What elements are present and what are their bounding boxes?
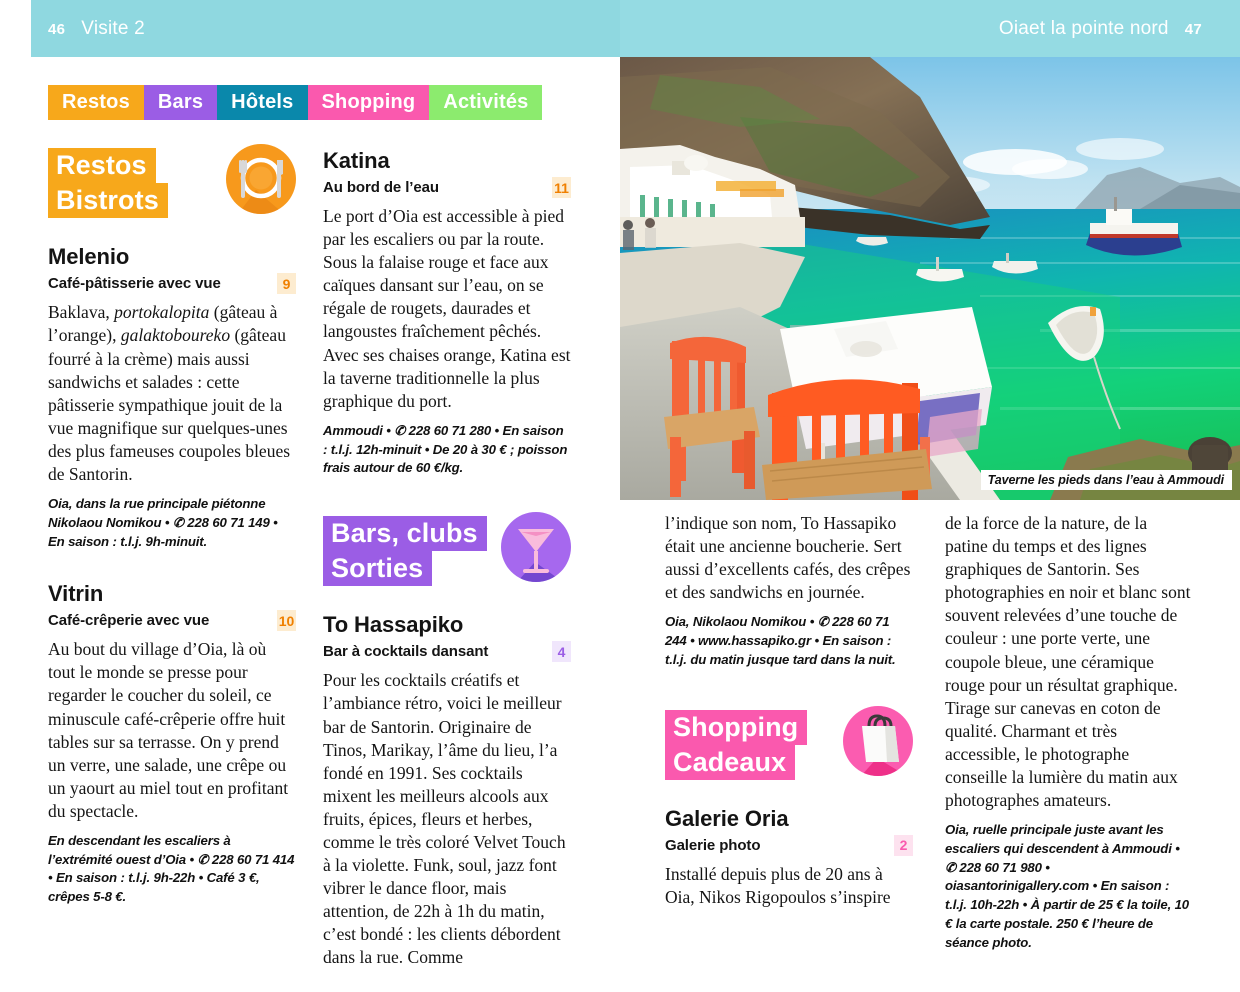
tab-restos[interactable]: Restos (48, 85, 144, 120)
column-1 (48, 148, 296, 929)
column-3 (665, 512, 913, 931)
entry-practical-info: En descendant les escaliers à l’extrémité ouest d’Oia • ✆ 228 60 71 414 • En saison : t.l.j. 9h-22h • Café 3 €, crêpes 5-8 €. (48, 833, 295, 905)
shopping-bag-icon (843, 706, 913, 776)
entry-practical-info: Oia, ruelle principale juste avant les escaliers qui descendent à Ammoudi • ✆ 228 60 71 980 • oiasantorinigallery.com • En saison : t.l.j. 10h-22h • À partir de 25 € la toile, 10 € la carte postale. 250 € l’heure de séance photo. (945, 822, 1189, 950)
entry-galerie-oria-continued (945, 512, 1193, 952)
entry-name: Melenio (48, 244, 130, 270)
map-badge[interactable]: 9 (277, 273, 296, 294)
entry-practical-info: Oia, dans la rue principale piétonne Nikolaou Nomikou • ✆ 228 60 71 149 • En saison : t.l.j. 9h-minuit. (48, 496, 278, 549)
entry-to-hassapiko (323, 612, 571, 969)
map-badge[interactable]: 2 (894, 835, 913, 856)
section-head-bars (323, 516, 571, 586)
entry-body-start: Installé depuis plus de 20 ans à Oia, Nikos Rigopoulos s’inspire (665, 863, 891, 907)
right-running-head: Oiaet la pointe nord (998, 18, 1169, 39)
entry-practical-info: Ammoudi • ✆ 228 60 71 280 • En saison : t.l.j. 12h-minuit • De 20 à 30 € ; poisson frais autour de 60 €/kg. (323, 422, 568, 476)
section-title-line2: Bistrots (48, 183, 168, 218)
entry-subtitle-row (323, 177, 571, 198)
entry-body-continued-end: l’indique son nom, To Hassapiko était une ancienne boucherie. Sert aussi d’excellents cafés, des crêpes et des sandwichs en journée. (665, 513, 911, 603)
cocktail-glass-glyph (501, 512, 571, 582)
shopping-bag-glyph (843, 706, 913, 776)
entry-name: Katina (323, 148, 390, 173)
entry-subtitle-row (48, 273, 296, 294)
map-badge[interactable]: 4 (552, 641, 571, 662)
map-badge[interactable]: 11 (552, 177, 571, 198)
entry-body (48, 301, 296, 486)
section-title-restos (48, 148, 168, 218)
entry-subtitle: Café-pâtisserie avec vue (48, 275, 221, 293)
entry-practical-info: Oia, Nikolaou Nomikou • ✆ 228 60 71 244 • www.hassapiko.gr • En saison : t.l.j. du matin jusque tard dans la nuit. (665, 614, 896, 667)
left-page-header (31, 0, 620, 57)
entry-body-continued-end: de la force de la nature, de la patine du temps et des lignes graphiques de Santorin. Ses photographies en noir et blanc sont souvent relevées d’une touche de couleur : une porte verte, une coupole bleue, une céramique rouge pour un résultat graphique. Tirage sur canevas en coton de qualité. Charmant et très accessible, le photographe conseille la lumière du matin aux photographes amateurs. (945, 513, 1191, 811)
body-emphasis-1: portokalopita (114, 302, 210, 323)
entry-subtitle-row (323, 641, 571, 662)
category-tabs (48, 85, 542, 120)
entry-name: To Hassapiko (323, 612, 464, 638)
entry-subtitle: Café-crêperie avec vue (48, 612, 210, 630)
photo-illustration (620, 57, 1240, 500)
section-title-line2: Sorties (323, 551, 432, 586)
plate-fork-knife-glyph (226, 144, 296, 214)
section-title-shopping (665, 710, 807, 780)
column-4 (945, 512, 1193, 974)
right-folio: 47 (1184, 21, 1202, 38)
tab-activites[interactable]: Activités (429, 85, 542, 120)
section-title-bars (323, 516, 487, 586)
body-part-1: Baklava, (48, 302, 115, 323)
right-page-header (620, 0, 1240, 57)
entry-to-hassapiko-continued (665, 512, 913, 670)
entry-subtitle: Bar à cocktails dansant (323, 643, 489, 661)
section-title-line2: Cadeaux (665, 745, 795, 780)
entry-body: Au bout du village d’Oia, là où tout le monde se presse pour regarder le coucher du soleil, ce minuscule café-crêperie offre huit tables sur sa terrasse. On y prend un verre, une salade, une crêpe ou un yaourt au miel tout en profitant du spectacle. (48, 639, 289, 821)
body-part-2: (gâteau à l’orange), (48, 302, 278, 346)
entry-name: Galerie Oria (665, 805, 789, 831)
entry-subtitle: Au bord de l’eau (323, 179, 439, 196)
entry-galerie-oria (665, 806, 913, 909)
cocktail-glass-icon (501, 512, 571, 582)
section-head-shopping (665, 710, 913, 780)
entry-vitrin (48, 581, 296, 907)
entry-subtitle: Galerie photo (665, 836, 761, 854)
left-folio: 46 (48, 21, 66, 38)
map-badge[interactable]: 10 (277, 610, 296, 631)
tab-shopping[interactable]: Shopping (308, 85, 430, 120)
photo-caption: Taverne les pieds dans l’eau à Ammoudi (981, 470, 1232, 490)
body-emphasis-2: galaktoboureko (120, 325, 231, 346)
tab-bars[interactable]: Bars (144, 85, 217, 120)
body-part-3: (gâteau fourré à la crème) mais aussi sandwichs et salades : cette pâtisserie sympathique jouit de la vue magnifique sur quelques-unes des plus fameuses coupoles bleues de Santorin. (48, 325, 291, 484)
entry-subtitle-row (665, 835, 913, 856)
column-2 (323, 148, 571, 992)
entry-melenio (48, 244, 296, 551)
entry-name: Vitrin (48, 581, 104, 607)
section-title-line1: Restos (48, 148, 156, 183)
entry-katina (323, 148, 571, 478)
entry-subtitle-row (48, 610, 296, 631)
section-title-line1: Shopping (665, 710, 807, 745)
entry-body-continued-start: Pour les cocktails créatifs et l’ambiance rétro, voici le meilleur bar de Santorin. Originaire de Tinos, Marikay, l’âme du lieu, l’a fondé en 1991. Ses cocktails mixent les meilleurs alcools aux fruits, épices, fleurs et herbes, comme le très coloré Velvet Touch à la violette. Funk, soul, jazz font vibrer le dance floor, mais attention, de 22h à 1h du matin, c’est bondé : les clients débordent dans la rue. Comme (323, 670, 566, 968)
section-head-restos (48, 148, 296, 218)
entry-body: Le port d’Oia est accessible à pied par les escaliers ou par la route. Sous la falaise rouge et face aux caïques dansant sur l’eau, on se régale de rougets, daurades et langoustes fraîchement pêchés. Avec ses chaises orange, Katina est la taverne traditionnelle la plus graphique du port. (323, 206, 571, 411)
section-title-line1: Bars, clubs (323, 516, 487, 551)
tab-hotels[interactable]: Hôtels (217, 85, 307, 120)
ammoudi-taverna-photo (620, 57, 1240, 500)
left-running-head: Visite 2 (81, 18, 145, 39)
plate-fork-knife-icon (226, 144, 296, 214)
